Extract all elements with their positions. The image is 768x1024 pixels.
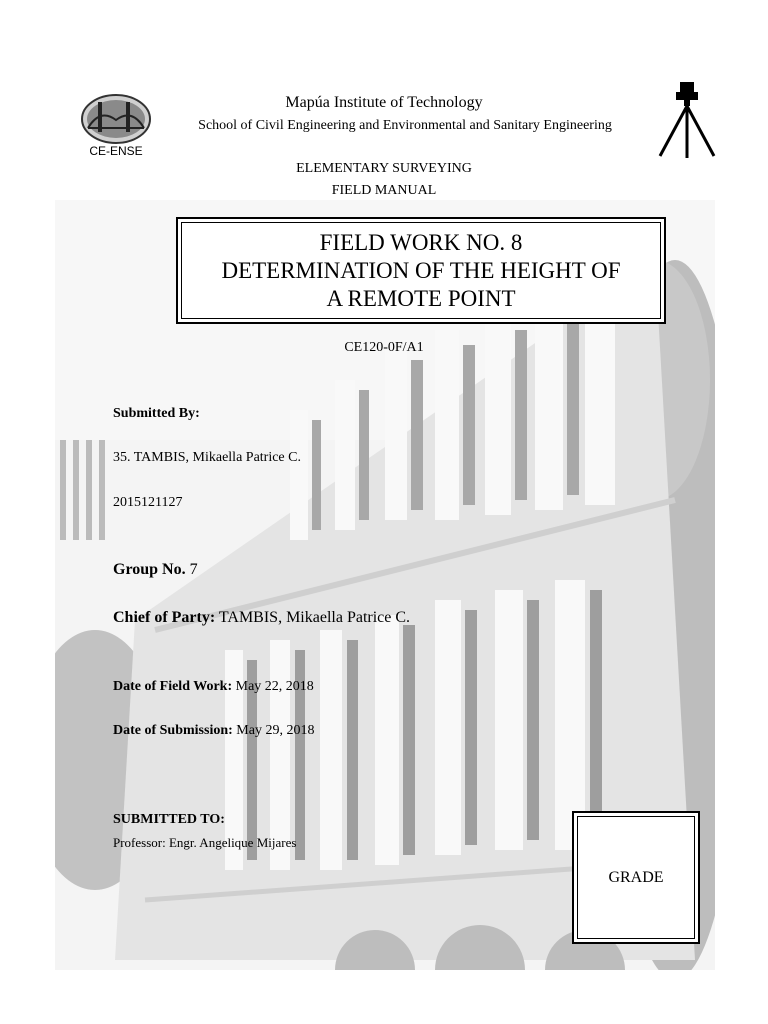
chief-of-party [113, 609, 410, 627]
school-name: School of Civil Engineering and Environmental and Sanitary Engineering [198, 118, 612, 133]
logo-label: CE-ENSE [89, 144, 143, 158]
date-field-work-value: May 22, 2018 [235, 679, 314, 694]
date-submission-label: Date of Submission: [113, 723, 233, 738]
date-field-work-label: Date of Field Work: [113, 679, 233, 694]
group-number [113, 561, 198, 579]
submitted-by-label: Submitted By: [113, 406, 200, 421]
manual-title: FIELD MANUAL [331, 183, 437, 198]
professor-name: Professor: Engr. Angelique Mijares [113, 835, 297, 850]
chief-value: TAMBIS, Mikaella Patrice C. [218, 609, 411, 626]
submitted-to-label: SUBMITTED TO: [113, 812, 225, 827]
section-code: CE120-0F/A1 [344, 340, 424, 355]
grade-box [572, 811, 700, 944]
member-name: 35. TAMBIS, Mikaella Patrice C. [113, 450, 301, 465]
course-title: ELEMENTARY SURVEYING [296, 161, 472, 176]
group-label: Group No. [113, 561, 186, 578]
title-line-2: DETERMINATION OF THE HEIGHT OF [221, 257, 621, 283]
date-of-field-work [113, 679, 314, 695]
date-of-submission [113, 723, 314, 739]
chief-label: Chief of Party: [113, 609, 216, 626]
student-number: 2015121127 [113, 495, 183, 510]
grade-label: GRADE [608, 868, 664, 886]
title-box [176, 217, 666, 324]
title-line-1: FIELD WORK NO. 8 [319, 229, 523, 255]
date-submission-value: May 29, 2018 [236, 723, 315, 738]
institution-name: Mapúa Institute of Technology [285, 94, 483, 111]
group-value: 7 [189, 561, 198, 578]
title-line-3: A REMOTE POINT [326, 285, 516, 311]
